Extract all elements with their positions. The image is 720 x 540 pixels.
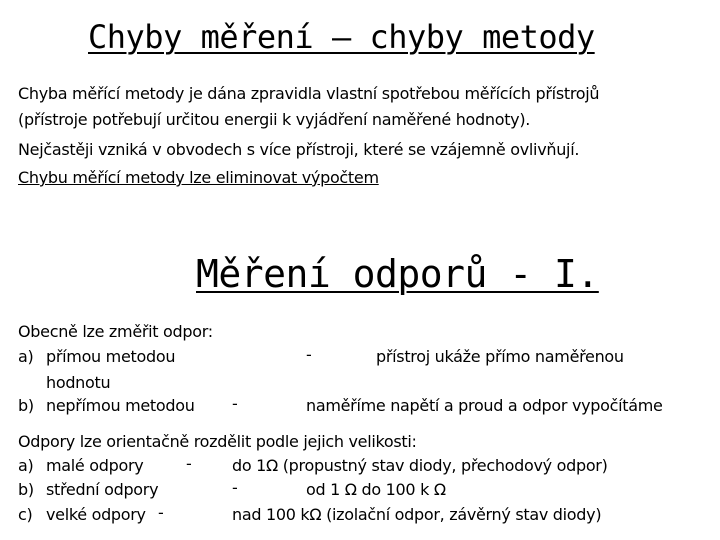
- method-description: přístroj ukáže přímo naměřenou: [376, 347, 624, 366]
- method-label: nepřímou metodou: [46, 396, 195, 415]
- list-marker: c): [18, 505, 33, 524]
- paragraph-line: (přístroje potřebují určitou energii k vyjádření naměřené hodnoty).: [18, 110, 531, 129]
- division-label: malé odpory: [46, 456, 144, 475]
- dash: -: [232, 478, 238, 497]
- method-label: přímou metodou: [46, 347, 176, 366]
- paragraph-line: Nejčastěji vzniká v obvodech s více přístroji, které se vzájemně ovlivňují.: [18, 140, 580, 159]
- dash: -: [306, 345, 312, 364]
- division-label: střední odpory: [46, 480, 159, 499]
- division-range: od 1 Ω do 100 k Ω: [306, 480, 446, 499]
- intro-text: Odpory lze orientačně rozdělit podle jejich velikosti:: [18, 432, 417, 451]
- section-title: Měření odporů - I.: [196, 252, 599, 296]
- intro-text: Obecně lze změřit odpor:: [18, 322, 213, 341]
- division-range: do 1Ω (propustný stav diody, přechodový odpor): [232, 456, 608, 475]
- method-description: naměříme napětí a proud a odpor vypočítáme: [306, 396, 663, 415]
- division-range: nad 100 kΩ (izolační odpor, závěrný stav diody): [232, 505, 602, 524]
- dash: -: [158, 503, 164, 522]
- list-marker: b): [18, 396, 34, 415]
- list-marker: a): [18, 347, 34, 366]
- section-title: Chyby měření – chyby metody: [88, 18, 595, 56]
- list-marker: b): [18, 480, 34, 499]
- dash: -: [186, 454, 192, 473]
- dash: -: [232, 394, 238, 413]
- paragraph-line-underlined: Chybu měřící metody lze eliminovat výpočtem: [18, 168, 379, 187]
- paragraph-line: Chyba měřící metody je dána zpravidla vlastní spotřebou měřících přístrojů: [18, 84, 600, 103]
- method-label-continued: hodnotu: [46, 373, 111, 392]
- list-marker: a): [18, 456, 34, 475]
- division-label: velké odpory: [46, 505, 146, 524]
